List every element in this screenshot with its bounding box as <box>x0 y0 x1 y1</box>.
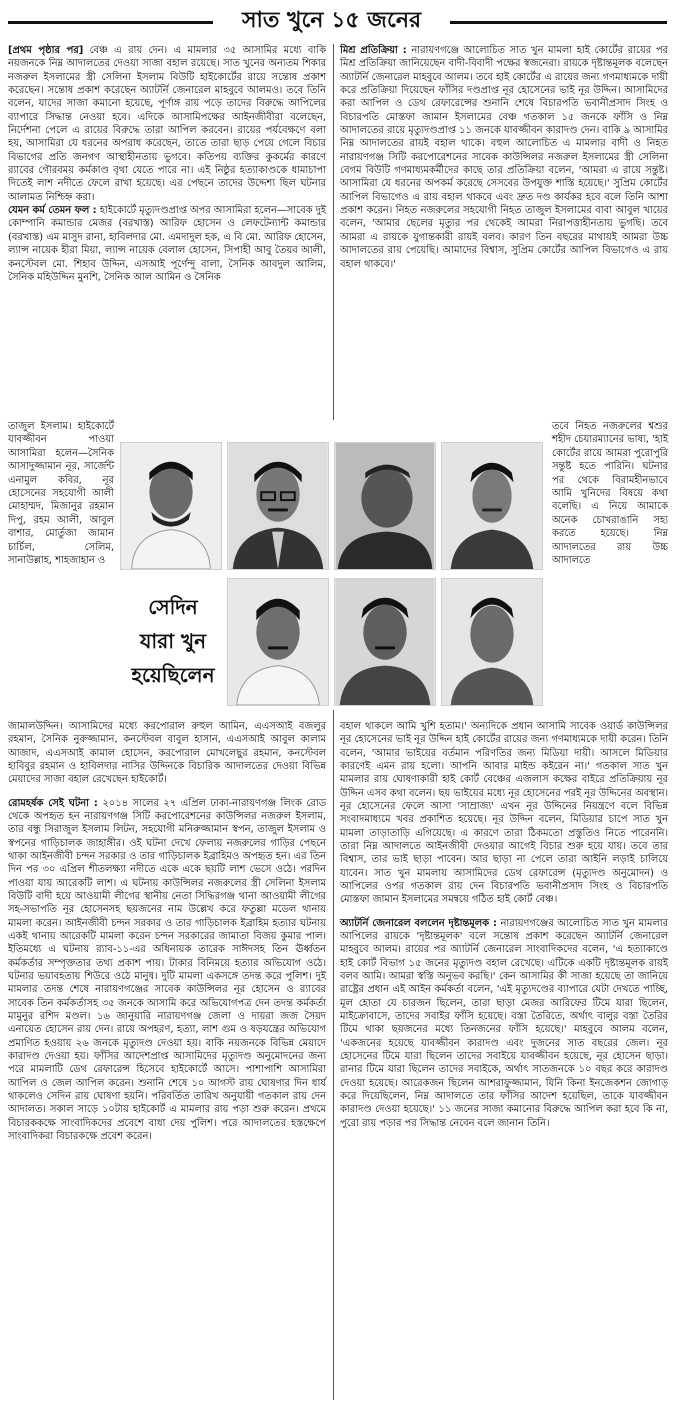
header-rule-left <box>8 21 213 24</box>
victim-photo <box>334 578 436 706</box>
paragraph-text: বেঞ্চ এ রায় দেন। এ মামলার ৩৫ আসামির মধ্যে বাকি নয়জনকে নিম্ন আদালতের দেওয়া সাজা বহাল রয়েছে। সাত খুনের অন্যতম শিকার নজরুল ইসলামের স্ত্রী সেলিনা ইসলাম বিউটি হাইকোর্টের রায়ে সন্তোষ প্রকাশ করেছেন। সন্তোষ প্রকাশ করেছেন অ্যাটর্নি জেনারেল মাহবুবে আলমও। তবে তিনি বলেন, যাদের সাজা কমানো হয়েছে, পূর্ণাঙ্গ রায় পড়ে তাদের বিরুদ্ধে আপিলের ব্যাপারে সিদ্ধান্ত নেওয়া হবে। এদিকে আসামিপক্ষের আইনজীবীরা বলেছেন, নির্দেশনা পেলে এ রায়ের বিরুদ্ধে তারা আপিল করবেন। রায়ের পর্যবেক্ষণে বলা হয়, আসামিরা যে ধরনের অপরাধ করেছেন, তাতে তারা ছাড় পেয়ে গেলে বিচার বিভাগের প্রতি জনগণ আস্থাহীনতায় ভুগবে। কতিপয় ব্যক্তির কুকর্মের কারণে র‌্যাবের গৌরবময় কর্মকাণ্ড বৃথা যেতে পারে না। এই নিষ্ঠুর হত্যাকাণ্ডকে ধামাচাপা দিতেই লাশ নদীতে ফেলে রাখা হয়েছে। এর পেছনে তাদের উদ্দেশ্য ছিল ঘটনার আলামত নিশ্চিহ্ন করা। <box>8 45 326 203</box>
article-paragraph <box>8 797 326 1144</box>
photo-box-caption <box>123 590 223 692</box>
article-paragraph <box>8 204 326 284</box>
left-column-top <box>8 44 326 284</box>
caption-line: হয়েছিলেন <box>131 663 215 687</box>
victims-photo-box <box>120 440 546 708</box>
victim-photo <box>120 442 222 570</box>
left-narrow-text: তাজুল ইসলাম। হাইকোর্টে যাবজ্জীবন পাওয়া আসামিরা হলেন—সৈনিক আসাদুজ্জামান নূর, সার্জেন্ট এনামুল কবির, নূর হোসেনের সহযোগী আলী মোহাম্মদ, মিজানুর রহমান দিপু, রহম আলী, আবুল বাশার, মোর্তুজা জামান চার্চিল, সেলিম, সানাউল্লাহ, শাহজাহান ও <box>8 421 114 567</box>
victim-photo <box>441 578 543 706</box>
paragraph-text: ২০১৪ সালের ২৭ এপ্রিল ঢাকা-নারায়ণগঞ্জ লিংক রোড থেকে অপহৃত হন নারায়ণগঞ্জ সিটি করপোরেশনের কাউন্সিলর নজরুল ইসলাম, তার বন্ধু সিরাজুল ইসলাম লিটন, সহযোগী মনিরুজ্জামান স্বপন, তাজুল ইসলাম ও স্বপনের গাড়িচালক জাহাঙ্গীর। ওই ঘটনা দেখে ফেলায় নজরুলের গাড়ির পেছনে থাকা আইনজীবী চন্দন সরকার ও তার গাড়িচালক ইব্রাহিমও অপহৃত হন। এর তিন দিন পর ৩০ এপ্রিল শীতলক্ষ্যা নদীতে একে একে ছয়টি লাশ ভেসে ওঠে। পরদিন পাওয়া যায় আরেকটি লাশ। এ ঘটনায় কাউন্সিলর নজরুলের স্ত্রী সেলিনা ইসলাম বিউটি বাদী হয়ে আওয়ামী লীগের স্থানীয় নেতা সিদ্ধিরগঞ্জ থানা আওয়ামী লীগের সহ-সভাপতি নূর হোসেনসহ ছয়জনের নাম উল্লেখ করে ফতুল্লা মডেল থানায় মামলা করেন। আইনজীবী চন্দন সরকার ও তার গাড়িচালক ইব্রাহিম হত্যার ঘটনায় একই থানায় আরেকটি মামলা করেন চন্দন সরকারের জামাতা বিজয় কুমার পাল। ইতিমধ্যে এ ঘটনায় র‌্যাব-১১-এর অধিনায়ক তারেক সাঈদসহ তিন ঊর্ধ্বতন কর্মকর্তার সম্পৃক্ততার তথ্য প্রকাশ পায়। টাকার বিনিময়ে হত্যার অভিযোগ ওঠে। ঘটনার ভয়াবহতায় শিউরে ওঠে মানুষ। দুটি মামলা একসঙ্গে তদন্ত করে পুলিশ। দুই মামলার তদন্ত শেষে নারায়ণগঞ্জের সাবেক কাউন্সিলর নূর হোসেন ও র‌্যাবের সাবেক তিন কর্মকর্তাসহ ৩৫ জনকে আসামি করে অভিযোগপত্র দেন তদন্ত কর্মকর্তা মামুনুর রশিদ মণ্ডল। ১৬ জানুয়ারি নারায়ণগঞ্জ জেলা ও দায়রা জজ সৈয়দ এনায়েত হোসেন রায় দেন। রায়ে অপহরণ, হত্যা, লাশ গুম ও ষড়যন্ত্রের অভিযোগ প্রমাণিত হওয়ায় ২৬ জনকে মৃত্যুদণ্ড দেওয়া হয়। বাকি নয়জনকে বিভিন্ন মেয়াদে কারাদণ্ড দেওয়া হয়। ফাঁসির আদেশপ্রাপ্ত আসামিদের মৃত্যুদণ্ড অনুমোদনের জন্য পরে মামলাটি ডেথ রেফারেন্স হিসেবে হাইকোর্টে আসে। পাশাপাশি আসামিরা আপিল ও জেল আপিল করেন। শুনানি শেষে ১০ আগস্ট রায় ঘোষণার দিন ধার্য থাকলেও সেদিন রায় ঘোষণা হয়নি। পরিবর্তিত তারিখ অনুযায়ী গতকাল রায় দেন আদালত। সকাল সাড়ে ১০টায় হাইকোর্ট এ মামলার রায় পড়া শুরু করেন। প্রথমে বিচারককক্ষে সাংবাদিকদের প্রবেশে বাধা দেয় পুলিশ। পরে আদালতের হস্তক্ষেপে সাংবাদিকরা বিচারকক্ষে প্রবেশ করেন। <box>8 797 326 1143</box>
article-paragraph <box>340 917 668 1131</box>
paragraph-text: নারায়ণগঞ্জের আলোচিত সাত খুন মামলার আপিলের রায়কে 'দৃষ্টান্তমূলক' বলে সন্তোষ প্রকাশ করেছেন অ্যাটর্নি জেনারেল মাহবুবে আলম। রায়ের পর অ্যাটর্নি জেনারেল সাংবাদিকদের বলেন, 'এ হত্যাকাণ্ডে হাই কোর্ট বিভাগ ১৫ জনের মৃত্যুদণ্ড বহাল রেখেছে। এটিকে একটি দৃষ্টান্তমূলক রায়ই বলব আমি। আমরা স্বস্তি অনুভব করছি।' কেন আসামির কী সাজা হয়েছে তা জানিয়ে রাষ্ট্রের প্রধান এই আইন কর্মকর্তা বলেন, 'এই মৃত্যুদণ্ডের ব্যাপারে যেটা দেখতে পাচ্ছি, মূল হোতা যে চারজন ছিলেন, তারা ছাড়া মেজর আরিফের টিমে যারা ছিলেন, মাইক্রোবাসে, তাদের সবাইর ফাঁসি হয়েছে। বস্তা তৈরিতে, অর্থাৎ বালুর বস্তা তৈরির টিমে থাকা ছয়জনের মধ্যে তিনজনের ফাঁসি হয়েছে।' মাহবুবে আলম বলেন, 'একজনের হয়েছে যাবজ্জীবন কারাদণ্ড এবং দুজনের সাত বছরের জেল। নূর হোসেনের টিমে যারা ছিলেন তাদের সবাইয়ে যাবজ্জীবন হয়েছে, নূর হোসেন ছাড়া। রানার টিমে যারা ছিলেন তাদের সবাইকে, অর্থাৎ সাতজনকে ১০ বছর করে কারাদণ্ড দেওয়া হয়েছে। আরেকজন ছিলেন আশরাফুজ্জামান, যিনি কিনা ইনজেকশন জোগাড় করে দিয়েছিলেন, নিম্ন আদালতে তার ফাঁসির আদেশ হয়েছিল, তাকে যাবজ্জীবন কারাদণ্ড দেওয়া হয়েছে।' ১১ জনের সাজা কমানোর বিরুদ্ধে আপিল করা হবে কি না, পুরো রায় পড়ার পর সিদ্ধান্ত নেবেন বলে জানান তিনি। <box>340 917 669 1129</box>
subheading: মিশ্র প্রতিক্রিয়া : <box>340 45 407 56</box>
right-column-bottom <box>340 710 668 1140</box>
subheading: অ্যাটর্নি জেনারেল বললেন দৃষ্টান্তমূলক : <box>340 917 497 929</box>
paragraph-text: হাইকোর্টে মৃত্যুদণ্ডপ্রাপ্ত অপর আসামিরা হলেন—সাবেক দুই কোম্পানি কমান্ডার মেজর (বরখাস্ত) আরিফ হোসেন ও লেফটেন্যান্ট কমান্ডার (বরখাস্ত) এম মাসুদ রানা, হাবিলদার মো. এমদাদুল হক, এ বি মো. আরিফ হোসেন, ল্যান্স নায়েক হীরা মিয়া, ল্যান্স নায়েক বেলাল হোসেন, সিপাহী আবু তৈয়ব আলী, কনস্টেবল মো. শিহাব উদ্দিন, এসআই পূর্ণেন্দু বালা, সৈনিক আবদুল আলিম, সৈনিক মহিউদ্দিন মুনশি, সৈনিক আল আমিন ও সৈনিক <box>8 205 326 283</box>
column-divider <box>333 710 334 1400</box>
victim-photo <box>334 442 436 570</box>
article-paragraph <box>340 44 668 271</box>
continuation-marker: [প্রথম পৃষ্ঠার পর] <box>8 45 84 56</box>
victim-photo <box>227 442 329 570</box>
page-title: সাত খুনে ১৫ জনের <box>241 8 422 33</box>
right-narrow-text: তবে নিহত নজরুলের শ্বশুর শহীদ চেয়ারম্যানের ভাষ্য, 'হাই কোর্টের রায়ে আমরা পুরোপুরি সন্তুষ্ট হতে পারিনি। ঘটনার পর থেকে বিরামহীনভাবে আমি খুনিদের বিষয়ে কথা বলেছি। এ নিয়ে আমাকে অনেক চোখরাঙানি সহ্য করতে হয়েছে। নিম্ন আদালতের রায় উচ্চ আদালতে <box>552 421 668 567</box>
page-header <box>0 6 675 36</box>
caption-line: সেদিন <box>148 595 198 619</box>
caption-line: যারা খুন <box>139 629 207 653</box>
header-rule-right <box>450 21 667 24</box>
subheading: যেমন কর্ম তেমন ফল : <box>8 205 97 217</box>
article-paragraph: জামালউদ্দিন। আসামিদের মধ্যে করপোরাল রুহুল আমিন, এএসআই বজলুর রহমান, সৈনিক নুরুজ্জামান, কনস্টেবল বাবুল হাসান, এএসআই আবুল কালাম আজাদ, এএসআই কামাল হোসেন, করপোরাল মোখলেছুর রহমান, কনস্টেবল হাবিবুর রহমান ও হাবিলদার নাসির উদ্দিনকে বিচারিক আদালতের দেওয়া বিভিন্ন মেয়াদের সাজা বহাল রেখেছেন হাইকোর্ট। <box>8 720 326 786</box>
left-column-bottom <box>8 710 326 1153</box>
article-paragraph: বহাল থাকলে আমি খুশি হতাম।' অন্যদিকে প্রধান আসামি সাবেক ওয়ার্ড কাউন্সিলর নূর হোসেনের ভাই নূর উদ্দিন হাই কোর্টের রায়ের জন্য গণমাধ্যমকে দায়ী করেন। তিনি বলেন, 'আমার ভাইয়ের বর্তমান পরিণতির জন্য মিডিয়া দায়ী। আসলে মিডিয়ার কারণেই এমন রায় হলো। আপনি আবার মাইন্ড কইরেন না।' গতকাল সাত খুন মামলার রায় ঘোষণাকারী হাই কোর্ট বেঞ্চের এজলাস কক্ষের বাইরে প্রতিক্রিয়ায় নূর উদ্দিন এসব কথা বলেন। ছয় ভাইয়ের মধ্যে নূর হোসেনের পরই নূর উদ্দিনের অবস্থান। নূর হোসেনের ফেলে আসা 'সাম্রাজ্য' এখন নূর উদ্দিনের নিয়ন্ত্রণে বলে বিভিন্ন সংবাদমাধ্যমে খবর প্রকাশিত হয়েছে। নূর উদ্দিন বলেন, মিডিয়ার চাপে সাত খুন মামলা তাড়াতাড়ি এগিয়েছে। এ কারণে তারা ঠিকমতো প্রস্তুতিও নিতে পারেননি। তারা নিম্ন আদালতে আইনজীবী দেওয়ার আগেই বিচার শুরু হয়ে যায়। তবে তার বিশ্বাস, তার ভাই ছাড়া পাবেন। আর ছাড়া না পেলে তারা আইনি লড়াই চালিয়ে যাবেন। সাত খুন মামলায় আসামিদের ডেথ রেফারেন্স (মৃত্যুদণ্ড অনুমোদন) ও আপিলের ওপর গতকাল রায় দেন বিচারপতি ভবানীপ্রসাদ সিংহ ও বিচারপতি মোস্তফা জামান ইসলামের সমন্বয়ে গঠিত হাই কোর্ট বেঞ্চ। <box>340 720 669 906</box>
column-divider <box>333 44 334 420</box>
article-paragraph <box>8 44 326 204</box>
right-column-top <box>340 44 668 271</box>
paragraph-text: নারায়ণগঞ্জে আলোচিত সাত খুন মামলা হাই কোর্টের রায়ের পর মিশ্র প্রতিক্রিয়া জানিয়েছেন বাদী-বিবাদী পক্ষের স্বজনেরা। রায়কে দৃষ্টান্তমূলক বলেছেন অ্যাটর্নি জেনারেল মাহবুবে আলম। তবে হাই কোর্টের এ রায়ের জন্য গণমাধ্যমকে দায়ী করে প্রতিক্রিয়া দিয়েছেন ফাঁসির দণ্ডপ্রাপ্ত নূর হোসেনের ভাই নূর উদ্দিন। আসামিদের করা আপিল ও ডেথ রেফারেন্সের শুনানি শেষে বিচারপতি ভবানীপ্রসাদ সিংহ ও বিচারপতি মোস্তফা জামান ইসলামের বেঞ্চ গতকাল ১৫ জনকে ফাঁসি ও নিম্ন আদালতের রায়ে মৃত্যুদণ্ডপ্রাপ্ত ১১ জনকে যাবজ্জীবন কারাদণ্ড দেন। বাকি ৯ আসামির নিম্ন আদালতের রায়ই বহাল থাকে। বহুল আলোচিত এ মামলার বাদী ও নিহত নারায়ণগঞ্জ সিটি করপোরেশনের সাবেক কাউন্সিলর নজরুল ইসলামের স্ত্রী সেলিনা বেগম বিউটি গণমাধ্যমকর্মীদের কাছে তার প্রতিক্রিয়া বলেন, 'আমরা এ রায়ে সন্তুষ্ট। আসামিরা যে ধরনের অপকর্ম করেছে সেসবের উপযুক্ত শাস্তি হয়েছে।' সুপ্রিম কোর্টের আপিল বিভাগেও এ রায় বহাল থাকবে এবং দ্রুত দণ্ড কার্যকর হবে বলে তিনি আশা প্রকাশ করেন। নিহত নজরুলের সহযোগী নিহত তাজুল ইসলামের বাবা আবুল খায়ের বলেন, 'আমার ছেলের মৃত্যুর পর থেকেই আমরা নিরাপত্তাহীনতায় ভুগছি। তবে আমরা এ রায়কে যুগান্তকারী রায়ই বলব। কারণ তিন বছরের মাথায়ই আমরা উচ্চ আদালতের রায় পেয়েছি। আমাদের বিশ্বাস, সুপ্রিম কোর্টের আপিল বিভাগেও এ রায় বহাল থাকবে।' <box>340 45 668 270</box>
victim-photo <box>441 442 543 570</box>
subheading: রোমহর্ষক সেই ঘটনা : <box>8 797 98 809</box>
victim-photo <box>227 578 329 706</box>
